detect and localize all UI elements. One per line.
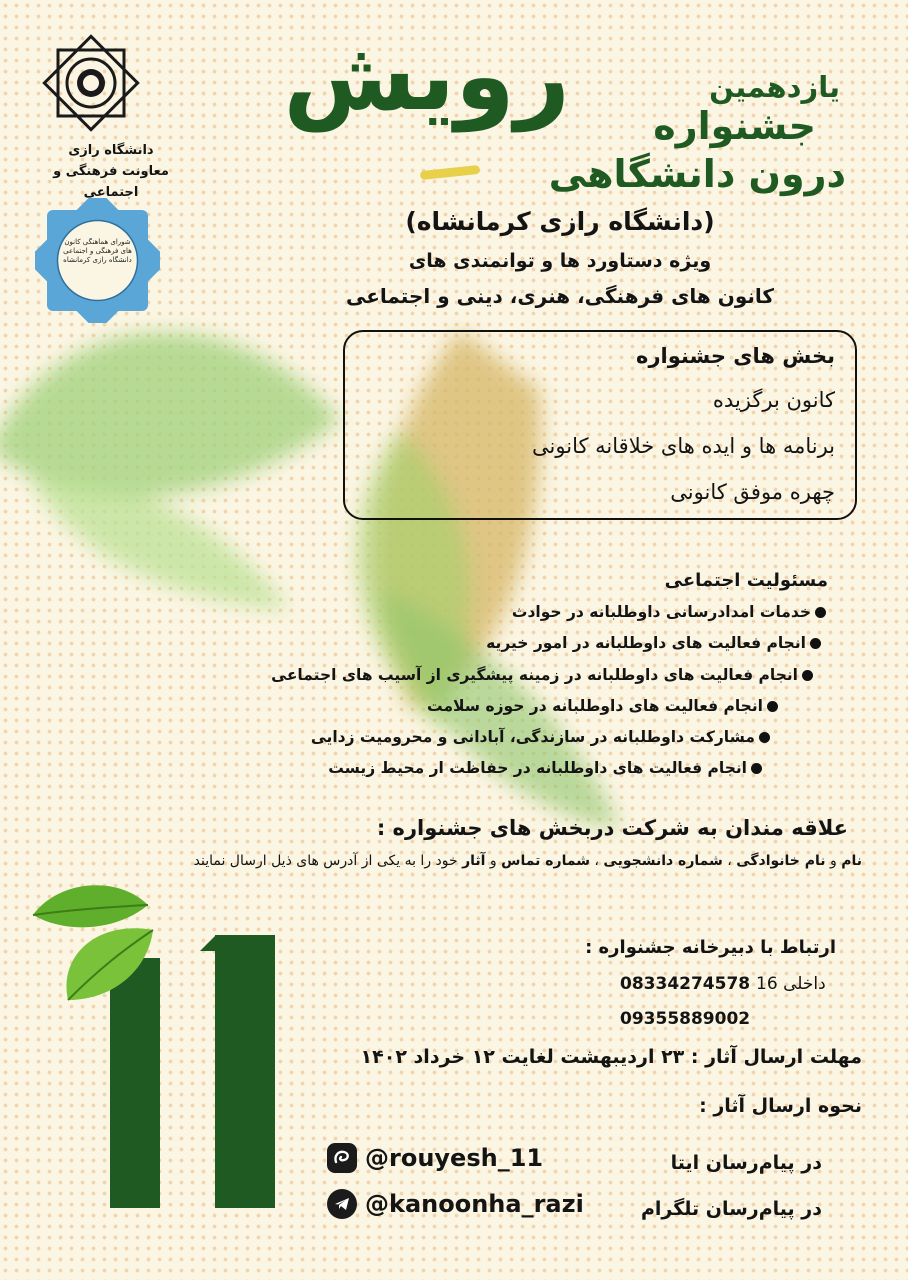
club-groups: کانون های فرهنگی، هنری، دینی و اجتماعی: [345, 284, 775, 308]
social-item-text: انجام فعالیت های داوطلبانه در امور خیریه: [486, 634, 806, 652]
telegram-handle[interactable]: @kanoonha_razi: [365, 1190, 584, 1218]
telegram-icon: [327, 1189, 357, 1219]
university-name-line: دانشگاه رازی: [68, 143, 154, 158]
social-item: [512, 603, 826, 621]
eitaa-label: در پیام‌رسان ایتا: [670, 1152, 822, 1174]
call-text: [194, 853, 862, 869]
bullet-icon: [767, 701, 778, 712]
call-title: علاقه مندان به شرکت دربخش های جشنواره :: [376, 816, 848, 840]
festival-scope: درون دانشگاهی: [548, 152, 846, 196]
section-item: چهره موفق کانونی: [670, 480, 835, 504]
host-university: (دانشگاه رازی کرمانشاه): [405, 207, 715, 236]
bullet-icon: [802, 670, 813, 681]
call-word-name: نام: [841, 853, 862, 869]
festival-label: جشنواره: [653, 104, 816, 148]
social-item-text: انجام فعالیت های داوطلبانه در حوزه سلامت: [427, 697, 763, 715]
telegram-handle-link[interactable]: [327, 1189, 584, 1219]
council-name: شورای هماهنگی کانون های فرهنگی و اجتماعی دانشگاه رازی کرمانشاه: [63, 238, 132, 264]
festival-sections-box: [343, 330, 857, 520]
phone-1-line: [620, 974, 826, 994]
eitaa-icon: [327, 1143, 357, 1173]
section-item: برنامه ها و ایده های خلاقانه کانونی: [532, 434, 835, 458]
festival-title: رویش: [283, 20, 570, 132]
university-name: [36, 140, 186, 203]
social-item: [271, 666, 813, 684]
university-logo: [38, 30, 144, 136]
bullet-icon: [751, 763, 762, 774]
deadline: مهلت ارسال آثار : ۲۳ اردیبهشت لغایت ۱۲ خرداد ۱۴۰۲: [360, 1046, 862, 1068]
call-sep: ،: [589, 853, 604, 869]
call-word-family: نام خانوادگی: [736, 853, 826, 869]
deputy-name-line: معاونت فرهنگی و اجتماعی: [53, 164, 169, 200]
social-item-text: انجام فعالیت های داوطلبانه در حفاظت ار محیط زیست: [328, 759, 747, 777]
social-item-text: انجام فعالیت های داوطلبانه در زمینه پیشگیری از آسیب های اجتماعی: [271, 666, 798, 684]
call-sep: خود را به یکی از آدرس های ذیل ارسال نمایند: [193, 853, 463, 869]
council-logo: [35, 198, 160, 323]
social-item-text: مشارکت داوطلبانه در سازندگی، آبادانی و محرومیت زدایی: [310, 728, 755, 746]
title-accent-stroke: [420, 165, 481, 180]
social-item-text: خدمات امدادرسانی داوطلبانه در حوادث: [511, 603, 811, 621]
phone-extension: داخلی 16: [756, 974, 826, 994]
contact-title: ارتباط با دبیرخانه جشنواره :: [585, 937, 836, 958]
social-item: [427, 697, 778, 715]
section-item: کانون برگزیده: [712, 388, 835, 412]
submission-method: نحوه ارسال آثار :: [699, 1095, 862, 1117]
call-word-student-id: شماره دانشجویی: [603, 853, 723, 869]
bullet-icon: [759, 732, 770, 743]
call-word-works: آثار: [462, 853, 486, 869]
eitaa-handle-link[interactable]: [327, 1143, 543, 1173]
call-sep: و: [485, 853, 502, 869]
sections-title: بخش های جشنواره: [636, 344, 835, 368]
phone-2[interactable]: 09355889002: [620, 1009, 751, 1029]
call-sep: ،: [722, 853, 737, 869]
special-for: ویژه دستاورد ها و توانمندی های: [408, 250, 712, 272]
eitaa-handle[interactable]: @rouyesh_11: [365, 1144, 544, 1172]
edition-number-notch-2: [200, 935, 216, 951]
call-word-phone: شماره تماس: [501, 853, 590, 869]
social-item: [328, 759, 762, 777]
leaves-icon: [28, 875, 168, 1005]
edition-number-digit-2: [215, 935, 275, 1208]
phone-1[interactable]: 08334274578: [620, 974, 751, 994]
social-item: [486, 634, 821, 652]
social-item: [311, 728, 770, 746]
social-responsibility-title: مسئولیت اجتماعی: [664, 570, 828, 591]
bullet-icon: [815, 607, 826, 618]
telegram-label: در پیام‌رسان تلگرام: [640, 1198, 822, 1220]
call-sep: و: [825, 853, 842, 869]
festival-ordinal: یازدهمین: [709, 70, 840, 104]
bullet-icon: [810, 638, 821, 649]
